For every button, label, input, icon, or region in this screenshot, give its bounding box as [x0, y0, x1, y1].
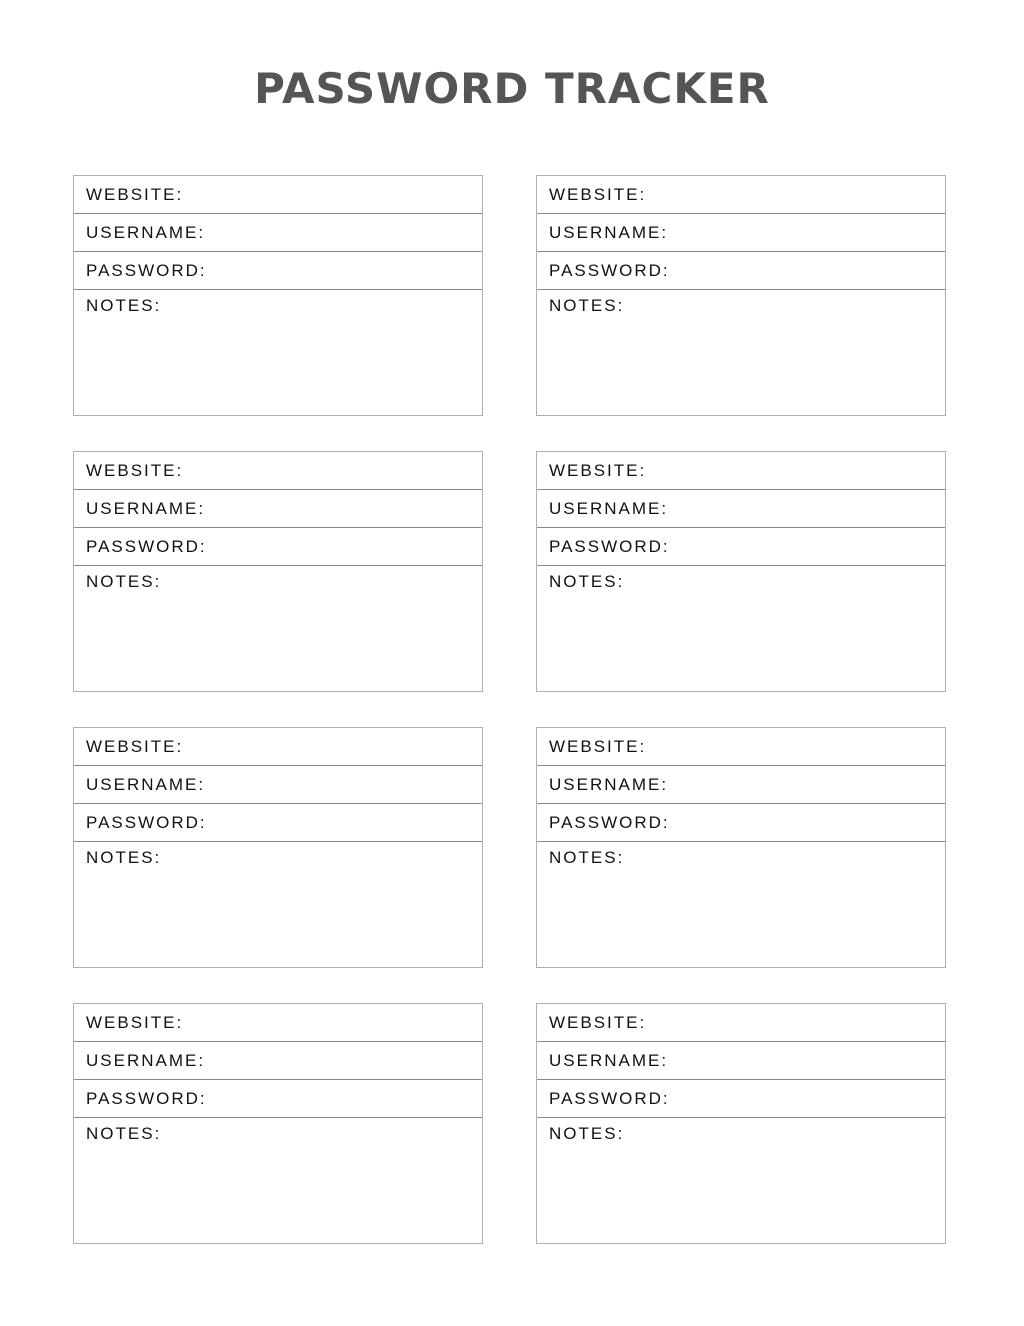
- notes-label: NOTES:: [549, 848, 625, 867]
- notes-label: NOTES:: [86, 1124, 162, 1143]
- password-entry-card: [73, 727, 483, 968]
- website-label: WEBSITE:: [86, 1012, 184, 1032]
- password-card-grid: [73, 175, 946, 1244]
- notes-label: NOTES:: [549, 572, 625, 591]
- username-field[interactable]: [74, 490, 482, 528]
- password-label: PASSWORD:: [549, 1088, 670, 1108]
- password-entry-card: [536, 451, 946, 692]
- password-field[interactable]: [74, 252, 482, 290]
- website-label: WEBSITE:: [549, 460, 647, 480]
- notes-label: NOTES:: [549, 1124, 625, 1143]
- website-field[interactable]: [74, 1004, 482, 1042]
- username-label: USERNAME:: [549, 1050, 669, 1070]
- notes-field[interactable]: [74, 1118, 482, 1243]
- password-entry-card: [536, 175, 946, 416]
- notes-field[interactable]: [537, 566, 945, 691]
- notes-field[interactable]: [537, 842, 945, 967]
- password-label: PASSWORD:: [549, 536, 670, 556]
- username-field[interactable]: [74, 214, 482, 252]
- password-entry-card: [536, 727, 946, 968]
- username-field[interactable]: [74, 1042, 482, 1080]
- notes-label: NOTES:: [86, 572, 162, 591]
- password-entry-card: [73, 1003, 483, 1244]
- website-label: WEBSITE:: [86, 184, 184, 204]
- website-label: WEBSITE:: [549, 1012, 647, 1032]
- password-field[interactable]: [74, 528, 482, 566]
- username-field[interactable]: [537, 490, 945, 528]
- password-label: PASSWORD:: [86, 812, 207, 832]
- username-field[interactable]: [74, 766, 482, 804]
- website-label: WEBSITE:: [549, 736, 647, 756]
- notes-field[interactable]: [537, 1118, 945, 1243]
- password-entry-card: [536, 1003, 946, 1244]
- password-field[interactable]: [74, 804, 482, 842]
- username-label: USERNAME:: [86, 498, 206, 518]
- password-label: PASSWORD:: [86, 260, 207, 280]
- username-field[interactable]: [537, 214, 945, 252]
- password-field[interactable]: [74, 1080, 482, 1118]
- password-field[interactable]: [537, 528, 945, 566]
- username-label: USERNAME:: [549, 222, 669, 242]
- notes-field[interactable]: [74, 290, 482, 415]
- website-field[interactable]: [74, 452, 482, 490]
- page-title: PASSWORD TRACKER: [254, 64, 770, 113]
- notes-field[interactable]: [74, 842, 482, 967]
- website-field[interactable]: [537, 176, 945, 214]
- website-field[interactable]: [537, 452, 945, 490]
- username-field[interactable]: [537, 1042, 945, 1080]
- password-label: PASSWORD:: [86, 536, 207, 556]
- website-label: WEBSITE:: [86, 736, 184, 756]
- notes-label: NOTES:: [86, 296, 162, 315]
- password-field[interactable]: [537, 1080, 945, 1118]
- notes-label: NOTES:: [549, 296, 625, 315]
- website-field[interactable]: [537, 1004, 945, 1042]
- notes-label: NOTES:: [86, 848, 162, 867]
- notes-field[interactable]: [537, 290, 945, 415]
- password-label: PASSWORD:: [549, 812, 670, 832]
- website-field[interactable]: [74, 176, 482, 214]
- password-field[interactable]: [537, 804, 945, 842]
- password-field[interactable]: [537, 252, 945, 290]
- username-label: USERNAME:: [86, 222, 206, 242]
- username-field[interactable]: [537, 766, 945, 804]
- notes-field[interactable]: [74, 566, 482, 691]
- password-label: PASSWORD:: [86, 1088, 207, 1108]
- website-field[interactable]: [74, 728, 482, 766]
- password-entry-card: [73, 451, 483, 692]
- password-entry-card: [73, 175, 483, 416]
- username-label: USERNAME:: [86, 774, 206, 794]
- username-label: USERNAME:: [549, 498, 669, 518]
- username-label: USERNAME:: [549, 774, 669, 794]
- website-label: WEBSITE:: [86, 460, 184, 480]
- password-label: PASSWORD:: [549, 260, 670, 280]
- username-label: USERNAME:: [86, 1050, 206, 1070]
- website-field[interactable]: [537, 728, 945, 766]
- website-label: WEBSITE:: [549, 184, 647, 204]
